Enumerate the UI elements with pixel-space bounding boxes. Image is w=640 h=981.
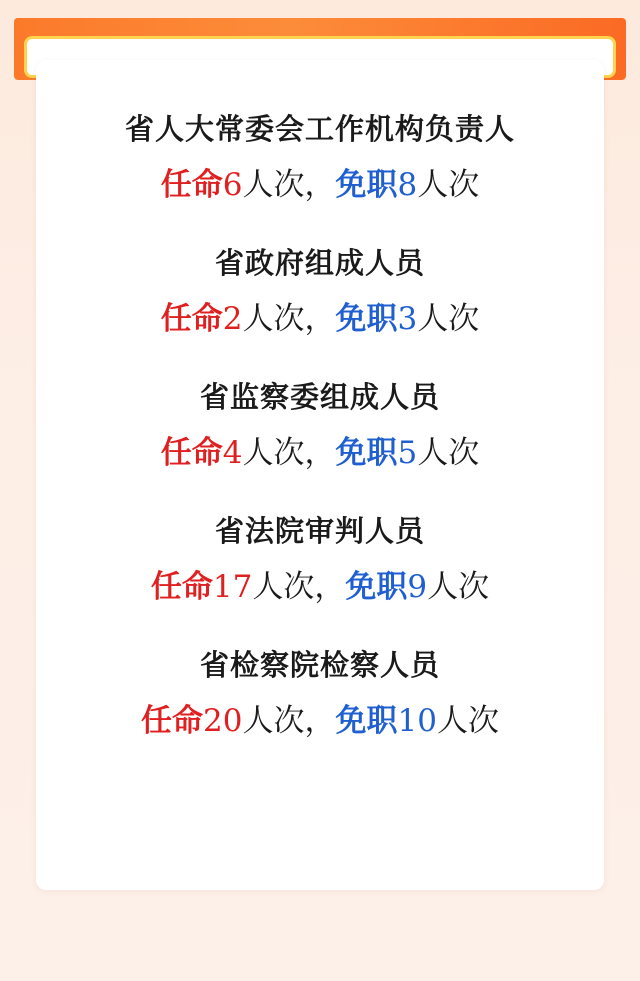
entry-title: 省法院审判人员 bbox=[214, 514, 425, 548]
list-item bbox=[60, 644, 580, 744]
appoint-unit: 人次 bbox=[242, 300, 305, 337]
appoint-label: 任命 bbox=[160, 166, 223, 203]
entry-title: 省政府组成人员 bbox=[214, 246, 425, 280]
entry-stats bbox=[60, 162, 580, 209]
stats-separator: ， bbox=[304, 702, 336, 739]
dismiss-count: 5 bbox=[397, 434, 418, 471]
dismiss-count: 9 bbox=[407, 568, 428, 605]
appoint-unit: 人次 bbox=[242, 434, 305, 471]
dismiss-unit: 人次 bbox=[417, 300, 480, 337]
appoint-count: 4 bbox=[222, 434, 243, 471]
appoint-unit: 人次 bbox=[242, 702, 305, 739]
dismiss-label: 免职 bbox=[335, 300, 398, 337]
appoint-unit: 人次 bbox=[252, 568, 315, 605]
dismiss-label: 免职 bbox=[335, 434, 398, 471]
list-item bbox=[60, 376, 580, 476]
dismiss-count: 8 bbox=[397, 166, 418, 203]
entry-stats bbox=[60, 296, 580, 343]
appoint-unit: 人次 bbox=[242, 166, 305, 203]
entry-list bbox=[60, 108, 580, 744]
stats-separator: ， bbox=[314, 568, 346, 605]
dismiss-label: 免职 bbox=[335, 166, 398, 203]
dismiss-count: 10 bbox=[397, 702, 437, 739]
content-card bbox=[36, 60, 604, 890]
dismiss-label: 免职 bbox=[335, 702, 398, 739]
stats-separator: ， bbox=[304, 166, 336, 203]
dismiss-unit: 人次 bbox=[417, 434, 480, 471]
appoint-label: 任命 bbox=[160, 300, 223, 337]
appoint-count: 2 bbox=[222, 300, 243, 337]
appoint-label: 任命 bbox=[160, 434, 223, 471]
stats-separator: ， bbox=[304, 434, 336, 471]
dismiss-unit: 人次 bbox=[436, 702, 499, 739]
dismiss-count: 3 bbox=[397, 300, 418, 337]
appoint-count: 6 bbox=[222, 166, 243, 203]
entry-stats bbox=[60, 430, 580, 477]
list-item bbox=[60, 242, 580, 342]
list-item bbox=[60, 510, 580, 610]
entry-stats bbox=[60, 698, 580, 745]
list-item bbox=[60, 108, 580, 208]
entry-title: 省监察委组成人员 bbox=[199, 380, 440, 414]
dismiss-unit: 人次 bbox=[427, 568, 490, 605]
stats-separator: ， bbox=[304, 300, 336, 337]
dismiss-unit: 人次 bbox=[417, 166, 480, 203]
appoint-label: 任命 bbox=[150, 568, 213, 605]
entry-title: 省人大常委会工作机构负责人 bbox=[124, 112, 515, 146]
appoint-count: 20 bbox=[203, 702, 243, 739]
appoint-count: 17 bbox=[212, 568, 253, 605]
dismiss-label: 免职 bbox=[345, 568, 408, 605]
entry-stats bbox=[60, 564, 580, 611]
appoint-label: 任命 bbox=[141, 702, 204, 739]
entry-title: 省检察院检察人员 bbox=[199, 648, 440, 682]
